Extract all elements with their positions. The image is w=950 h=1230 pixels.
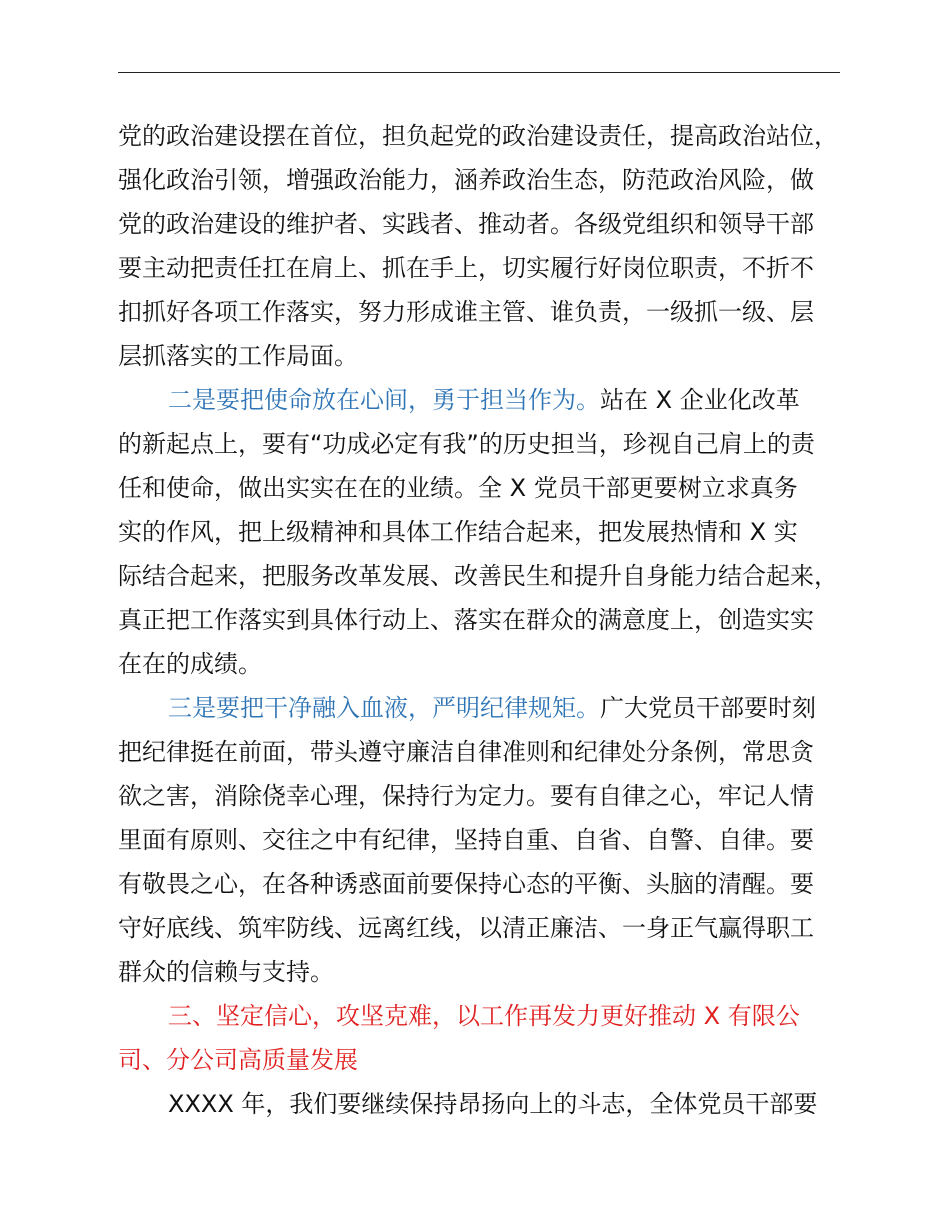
- paragraph-3-lead-tail: 广大党员干部要时刻: [600, 694, 816, 722]
- paragraph-1-line-2: 强化政治引领，增强政治能力，涵养政治生态，防范政治风险，做: [118, 166, 814, 194]
- paragraph-1-line-1: 党的政治建设摆在首位，担负起党的政治建设责任，提高政治站位，: [118, 122, 838, 150]
- paragraph-1-line-3: 党的政治建设的维护者、实践者、推动者。各级党组织和领导干部: [118, 210, 814, 238]
- paragraph-3-line-6: 守好底线、筑牢防线、远离红线，以清正廉洁、一身正气赢得职工: [118, 914, 814, 942]
- paragraph-3-line-4: 里面有原则、交往之中有纪律，坚持自重、自省、自警、自律。要: [118, 826, 814, 854]
- paragraph-3-first-line: [168, 688, 816, 728]
- paragraph-4-line-1: XXXX 年，我们要继续保持昂扬向上的斗志，全体党员干部要: [168, 1090, 818, 1118]
- section-heading-line-2: 司、分公司高质量发展: [118, 1046, 358, 1074]
- paragraph-3-line-2: 把纪律挺在前面，带头遵守廉洁自律准则和纪律处分条例，常思贪: [118, 738, 814, 766]
- paragraph-2-line-2: 的新起点上，要有“功成必定有我”的历史担当，珍视自己肩上的责: [118, 430, 815, 458]
- paragraph-2-line-5: 际结合起来，把服务改革发展、改善民生和提升自身能力结合起来，: [118, 562, 838, 590]
- paragraph-3-line-7: 群众的信赖与支持。: [118, 958, 334, 986]
- paragraph-2-lead: 二是要把使命放在心间，勇于担当作为。: [168, 386, 600, 414]
- paragraph-2-line-7: 在在的成绩。: [118, 650, 262, 678]
- paragraph-3-line-3: 欲之害，消除侥幸心理，保持行为定力。要有自律之心，牢记人情: [118, 782, 814, 810]
- paragraph-2-line-3: 任和使命，做出实实在在的业绩。全 X 党员干部更要树立求真务: [118, 474, 798, 502]
- paragraph-1-line-6: 层抓落实的工作局面。: [118, 342, 358, 370]
- paragraph-2-line-4: 实的作风，把上级精神和具体工作结合起来，把发展热情和 X 实: [118, 518, 798, 546]
- paragraph-2-line-6: 真正把工作落实到具体行动上、落实在群众的满意度上，创造实实: [118, 606, 814, 634]
- paragraph-1-line-4: 要主动把责任扛在肩上、抓在手上，切实履行好岗位职责，不折不: [118, 254, 814, 282]
- header-rule: [118, 72, 840, 73]
- section-heading-line-1: 三、坚定信心，攻坚克难，以工作再发力更好推动 X 有限公: [168, 1002, 800, 1030]
- paragraph-3-lead: 三是要把干净融入血液，严明纪律规矩。: [168, 694, 600, 722]
- paragraph-3-line-5: 有敬畏之心，在各种诱惑面前要保持心态的平衡、头脑的清醒。要: [118, 870, 814, 898]
- paragraph-1-line-5: 扣抓好各项工作落实，努力形成谁主管、谁负责，一级抓一级、层: [118, 298, 814, 326]
- paragraph-2-lead-tail: 站在 X 企业化改革: [600, 386, 800, 414]
- paragraph-2-first-line: [168, 380, 800, 420]
